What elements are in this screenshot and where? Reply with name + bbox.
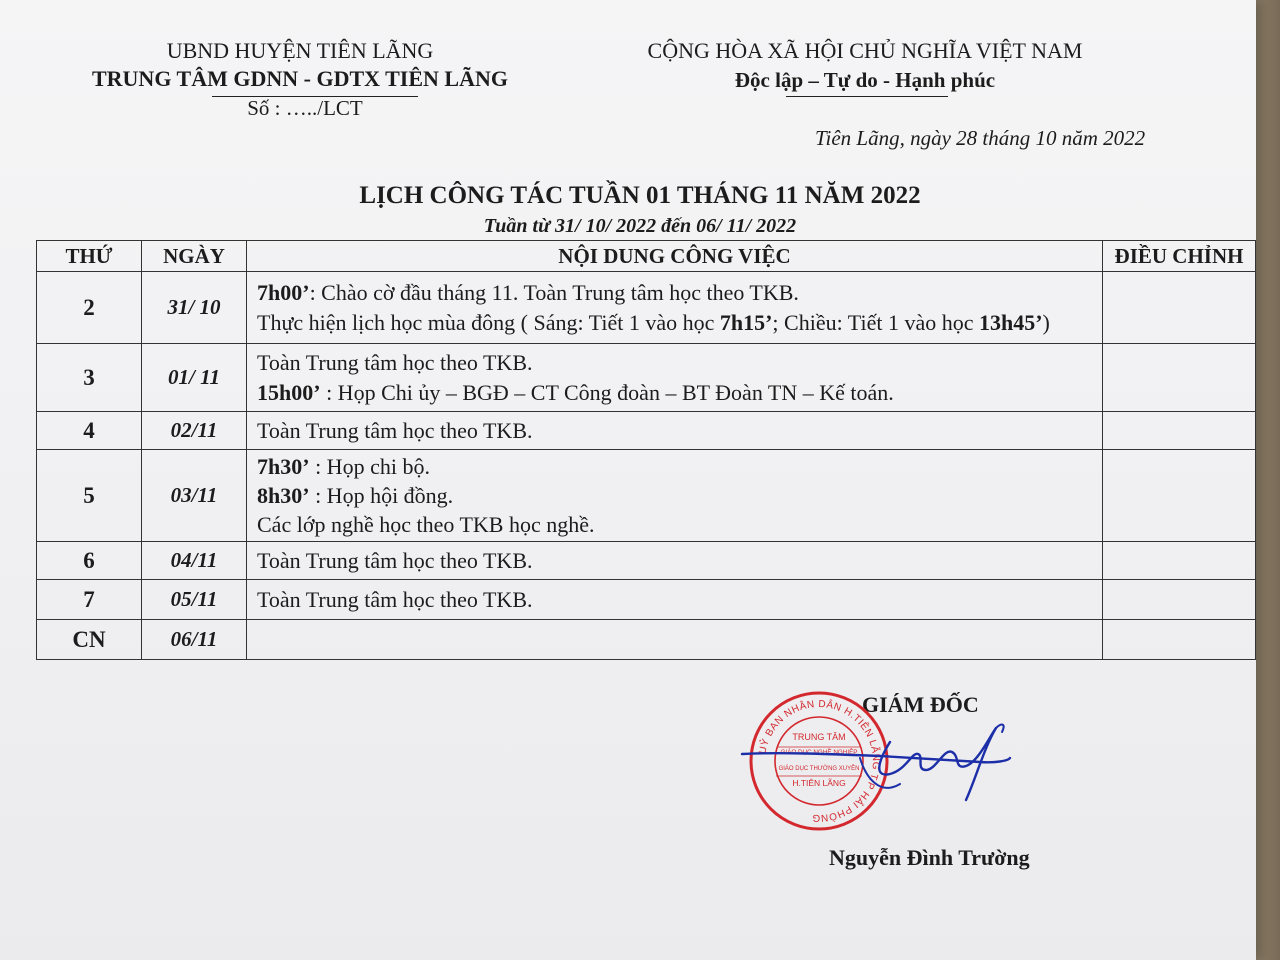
date-cell: 06/11 <box>142 620 247 660</box>
content-cell <box>247 272 1103 344</box>
signatory-role: GIÁM ĐỐC <box>862 692 979 717</box>
content-cell <box>247 450 1103 542</box>
time-label: 7h30’ <box>257 454 310 479</box>
table-row <box>37 580 1256 620</box>
content-line <box>257 378 1092 408</box>
svg-text:TRUNG TÂM: TRUNG TÂM <box>792 732 846 742</box>
document-number: Số : …../LCT <box>247 96 363 120</box>
content-text: : Họp hội đồng. <box>309 483 454 508</box>
table-row <box>37 344 1256 412</box>
svg-text:GIÁO DỤC THƯỜNG XUYÊN: GIÁO DỤC THƯỜNG XUYÊN <box>778 766 860 772</box>
weekday-cell: 4 <box>37 412 142 450</box>
content-line <box>257 452 1092 481</box>
weekday-cell: 5 <box>37 450 142 542</box>
content-line: Toàn Trung tâm học theo TKB. <box>257 547 533 573</box>
content-cell <box>247 412 1103 450</box>
svg-text:H.TIÊN LÃNG: H.TIÊN LÃNG <box>792 778 846 788</box>
content-cell <box>247 620 1103 660</box>
national-motto: Độc lập – Tự do - Hạnh phúc <box>734 68 996 92</box>
date-cell: 02/11 <box>142 412 247 450</box>
content-line: Toàn Trung tâm học theo TKB. <box>257 349 533 375</box>
time-label: 7h15’ <box>719 309 773 335</box>
time-label: 8h30’ <box>257 483 310 508</box>
date-cell: 05/11 <box>142 580 247 620</box>
weekday-cell: 6 <box>37 542 142 580</box>
adjustment-cell <box>1103 580 1256 620</box>
table-row <box>37 272 1256 344</box>
column-header-ngay: NGÀY <box>142 241 247 272</box>
content-line <box>257 278 1092 308</box>
content-text: : Họp Chi ủy – BGĐ – CT Công đoàn – BT Đoàn TN – Kế toán. <box>320 379 894 405</box>
adjustment-cell <box>1103 412 1256 450</box>
header-underline-right <box>786 96 948 97</box>
content-line <box>257 481 1092 510</box>
content-line <box>257 308 1092 338</box>
table-row <box>37 620 1256 660</box>
content-cell <box>247 542 1103 580</box>
content-text: ; Chiều: Tiết 1 vào học <box>772 309 979 335</box>
svg-text:UỶ BAN NHÂN DÂN H.TIÊN LÃNG T.: UỶ BAN NHÂN DÂN H.TIÊN LÃNG T.P HẢI PHÒNG <box>757 698 882 824</box>
issue-date: Tiên Lãng, ngày 28 tháng 10 năm 2022 <box>815 126 1146 150</box>
content-line: Các lớp nghề học theo TKB học nghề. <box>257 512 595 537</box>
time-label: 15h00’ <box>257 379 321 405</box>
weekday-cell: 3 <box>37 344 142 412</box>
date-cell: 31/ 10 <box>142 272 247 344</box>
authority-name: UBND HUYỆN TIÊN LÃNG <box>166 38 434 63</box>
time-label: 7h00’ <box>257 279 310 305</box>
content-text: : Chào cờ đầu tháng 11. Toàn Trung tâm học theo TKB. <box>309 279 799 305</box>
content-text: ) <box>1042 309 1050 335</box>
content-text: Thực hiện lịch học mùa đông ( Sáng: Tiết 1 vào học <box>257 309 720 335</box>
weekday-cell: 2 <box>37 272 142 344</box>
adjustment-cell <box>1103 344 1256 412</box>
content-text: : Họp chi bộ. <box>309 454 430 479</box>
content-cell <box>247 580 1103 620</box>
content-line: Toàn Trung tâm học theo TKB. <box>257 417 533 443</box>
schedule-table <box>36 240 1256 660</box>
organization-name: TRUNG TÂM GDNN - GDTX TIÊN LÃNG <box>91 66 508 91</box>
weekday-cell: 7 <box>37 580 142 620</box>
table-row <box>37 542 1256 580</box>
table-header-row <box>37 241 1256 272</box>
time-label: 13h45’ <box>978 309 1043 335</box>
adjustment-cell <box>1103 542 1256 580</box>
adjustment-cell <box>1103 620 1256 660</box>
weekday-cell: CN <box>37 620 142 660</box>
schedule-title: LỊCH CÔNG TÁC TUẦN 01 THÁNG 11 NĂM 2022 <box>359 182 921 209</box>
column-header-noi-dung: NỘI DUNG CÔNG VIỆC <box>247 241 1103 272</box>
signatory-name: Nguyễn Đình Trường <box>829 845 1030 870</box>
adjustment-cell <box>1103 272 1256 344</box>
column-header-thu: THỨ <box>37 241 142 272</box>
schedule-subtitle: Tuần từ 31/ 10/ 2022 đến 06/ 11/ 2022 <box>483 215 797 237</box>
table-row <box>37 412 1256 450</box>
content-line: Toàn Trung tâm học theo TKB. <box>257 586 533 612</box>
date-cell: 01/ 11 <box>142 344 247 412</box>
date-cell: 04/11 <box>142 542 247 580</box>
national-title: CỘNG HÒA XÃ HỘI CHỦ NGHĨA VIỆT NAM <box>647 38 1083 63</box>
content-cell <box>247 344 1103 412</box>
svg-text:GIÁO DỤC NGHỀ NGHIỆP: GIÁO DỤC NGHỀ NGHIỆP <box>780 749 858 756</box>
adjustment-cell <box>1103 450 1256 542</box>
date-cell: 03/11 <box>142 450 247 542</box>
table-row <box>37 450 1256 542</box>
handwritten-signature-icon <box>740 708 1020 818</box>
column-header-dieu-chinh: ĐIỀU CHỈNH <box>1103 241 1256 272</box>
